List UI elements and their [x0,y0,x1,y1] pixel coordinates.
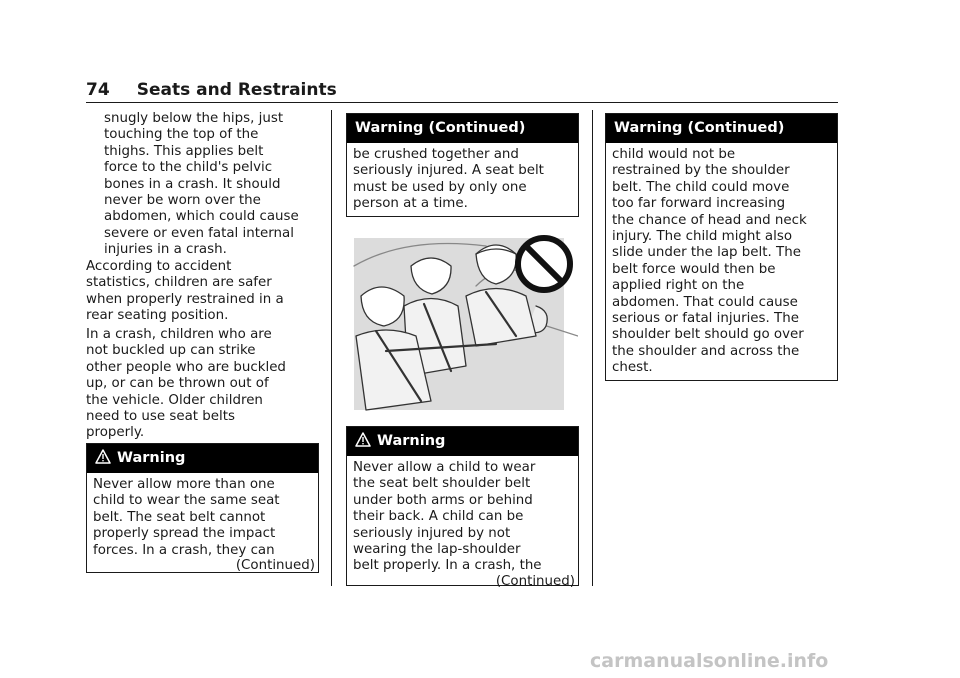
text-line: too far forward increasing [612,196,786,212]
text-line: child to wear the same seat [93,493,280,509]
child-seatbelt-illustration [346,226,578,416]
text-line: properly spread the impact [93,526,276,542]
warning-box-4-continued [605,113,838,381]
indented-paragraph [104,111,299,259]
text-line: their back. A child can be [353,509,524,525]
text-line: never be worn over the [104,193,261,209]
text-line: other people who are buckled [86,359,286,375]
text-line: belt properly. In a crash, the [353,558,542,574]
text-line: belt force would then be [612,261,776,277]
warning-text [606,143,837,377]
warning-header [347,427,578,456]
warning-text [87,473,318,559]
text-line: properly. [86,425,145,441]
text-line: shoulder belt should go over [612,327,804,343]
warning-triangle-icon [95,446,111,475]
continued-label: (Continued) [235,558,315,574]
text-line: injuries in a crash. [104,242,227,258]
warning-title: Warning [117,450,186,466]
warning-header: Warning (Continued) [347,114,578,143]
text-line: abdomen, which could cause [104,209,299,225]
page-number: 74 [86,80,110,100]
warning-box-3 [346,426,579,589]
text-line: abdomen. That could cause [612,294,798,310]
text-line: restrained by the shoulder [612,163,790,179]
text-line: In a crash, children who are [86,327,272,342]
page-header [86,80,838,100]
paragraph-statistics [86,259,284,325]
text-line: forces. In a crash, they can [93,542,275,558]
text-line: rear seating position. [86,308,229,324]
text-line: must be used by only one [353,179,527,195]
text-line: need to use seat belts [86,409,235,425]
text-line: bones in a crash. It should [104,176,281,192]
text-line: statistics, children are safer [86,275,272,291]
text-line: According to accident [86,259,232,274]
text-line: child would not be [612,147,736,162]
warning-box-1 [86,443,319,573]
text-line: the seat belt shoulder belt [353,476,531,492]
warning-header: Warning (Continued) [606,114,837,143]
text-line: the vehicle. Older children [86,392,263,408]
column-divider-1 [331,110,332,586]
text-line: be crushed together and [353,147,519,162]
text-line: injury. The child might also [612,229,793,245]
text-line: the chance of head and neck [612,212,807,228]
text-line: under both arms or behind [353,492,533,508]
text-line: applied right on the [612,278,745,294]
prohibition-icon [518,238,570,290]
text-line: not buckled up can strike [86,343,256,359]
text-line: the shoulder and across the [612,343,800,359]
section-title: Seats and Restraints [136,80,337,100]
warning-text [347,456,578,575]
continued-label: (Continued) [495,573,575,589]
text-line: seriously injured. A seat belt [353,163,544,179]
text-line: thighs. This applies belt [104,143,264,159]
warning-title: Warning [377,433,446,449]
text-line: severe or even fatal internal [104,225,294,241]
text-line: Never allow a child to wear [353,460,536,475]
text-line: chest. [612,360,653,376]
column-divider-2 [592,110,593,586]
text-line: touching the top of the [104,127,259,143]
text-line: slide under the lap belt. The [612,245,801,261]
text-line: serious or fatal injuries. The [612,311,799,327]
text-line: when properly restrained in a [86,291,284,307]
warning-triangle-icon [355,429,371,458]
text-line: seriously injured by not [353,525,511,541]
warning-box-2-continued [346,113,579,217]
text-line: snugly below the hips, just [104,111,284,126]
header-divider [86,102,838,103]
warning-header [87,444,318,473]
warning-text [347,143,578,213]
text-line: belt. The child could move [612,179,790,195]
watermark: carmanualsonline.info [590,650,829,672]
text-line: force to the child's pelvic [104,160,273,176]
text-line: person at a time. [353,196,468,212]
paragraph-crash [86,327,286,442]
text-line: Never allow more than one [93,477,275,492]
text-line: belt. The seat belt cannot [93,509,266,525]
text-line: up, or can be thrown out of [86,376,269,392]
text-line: wearing the lap-shoulder [353,542,521,558]
